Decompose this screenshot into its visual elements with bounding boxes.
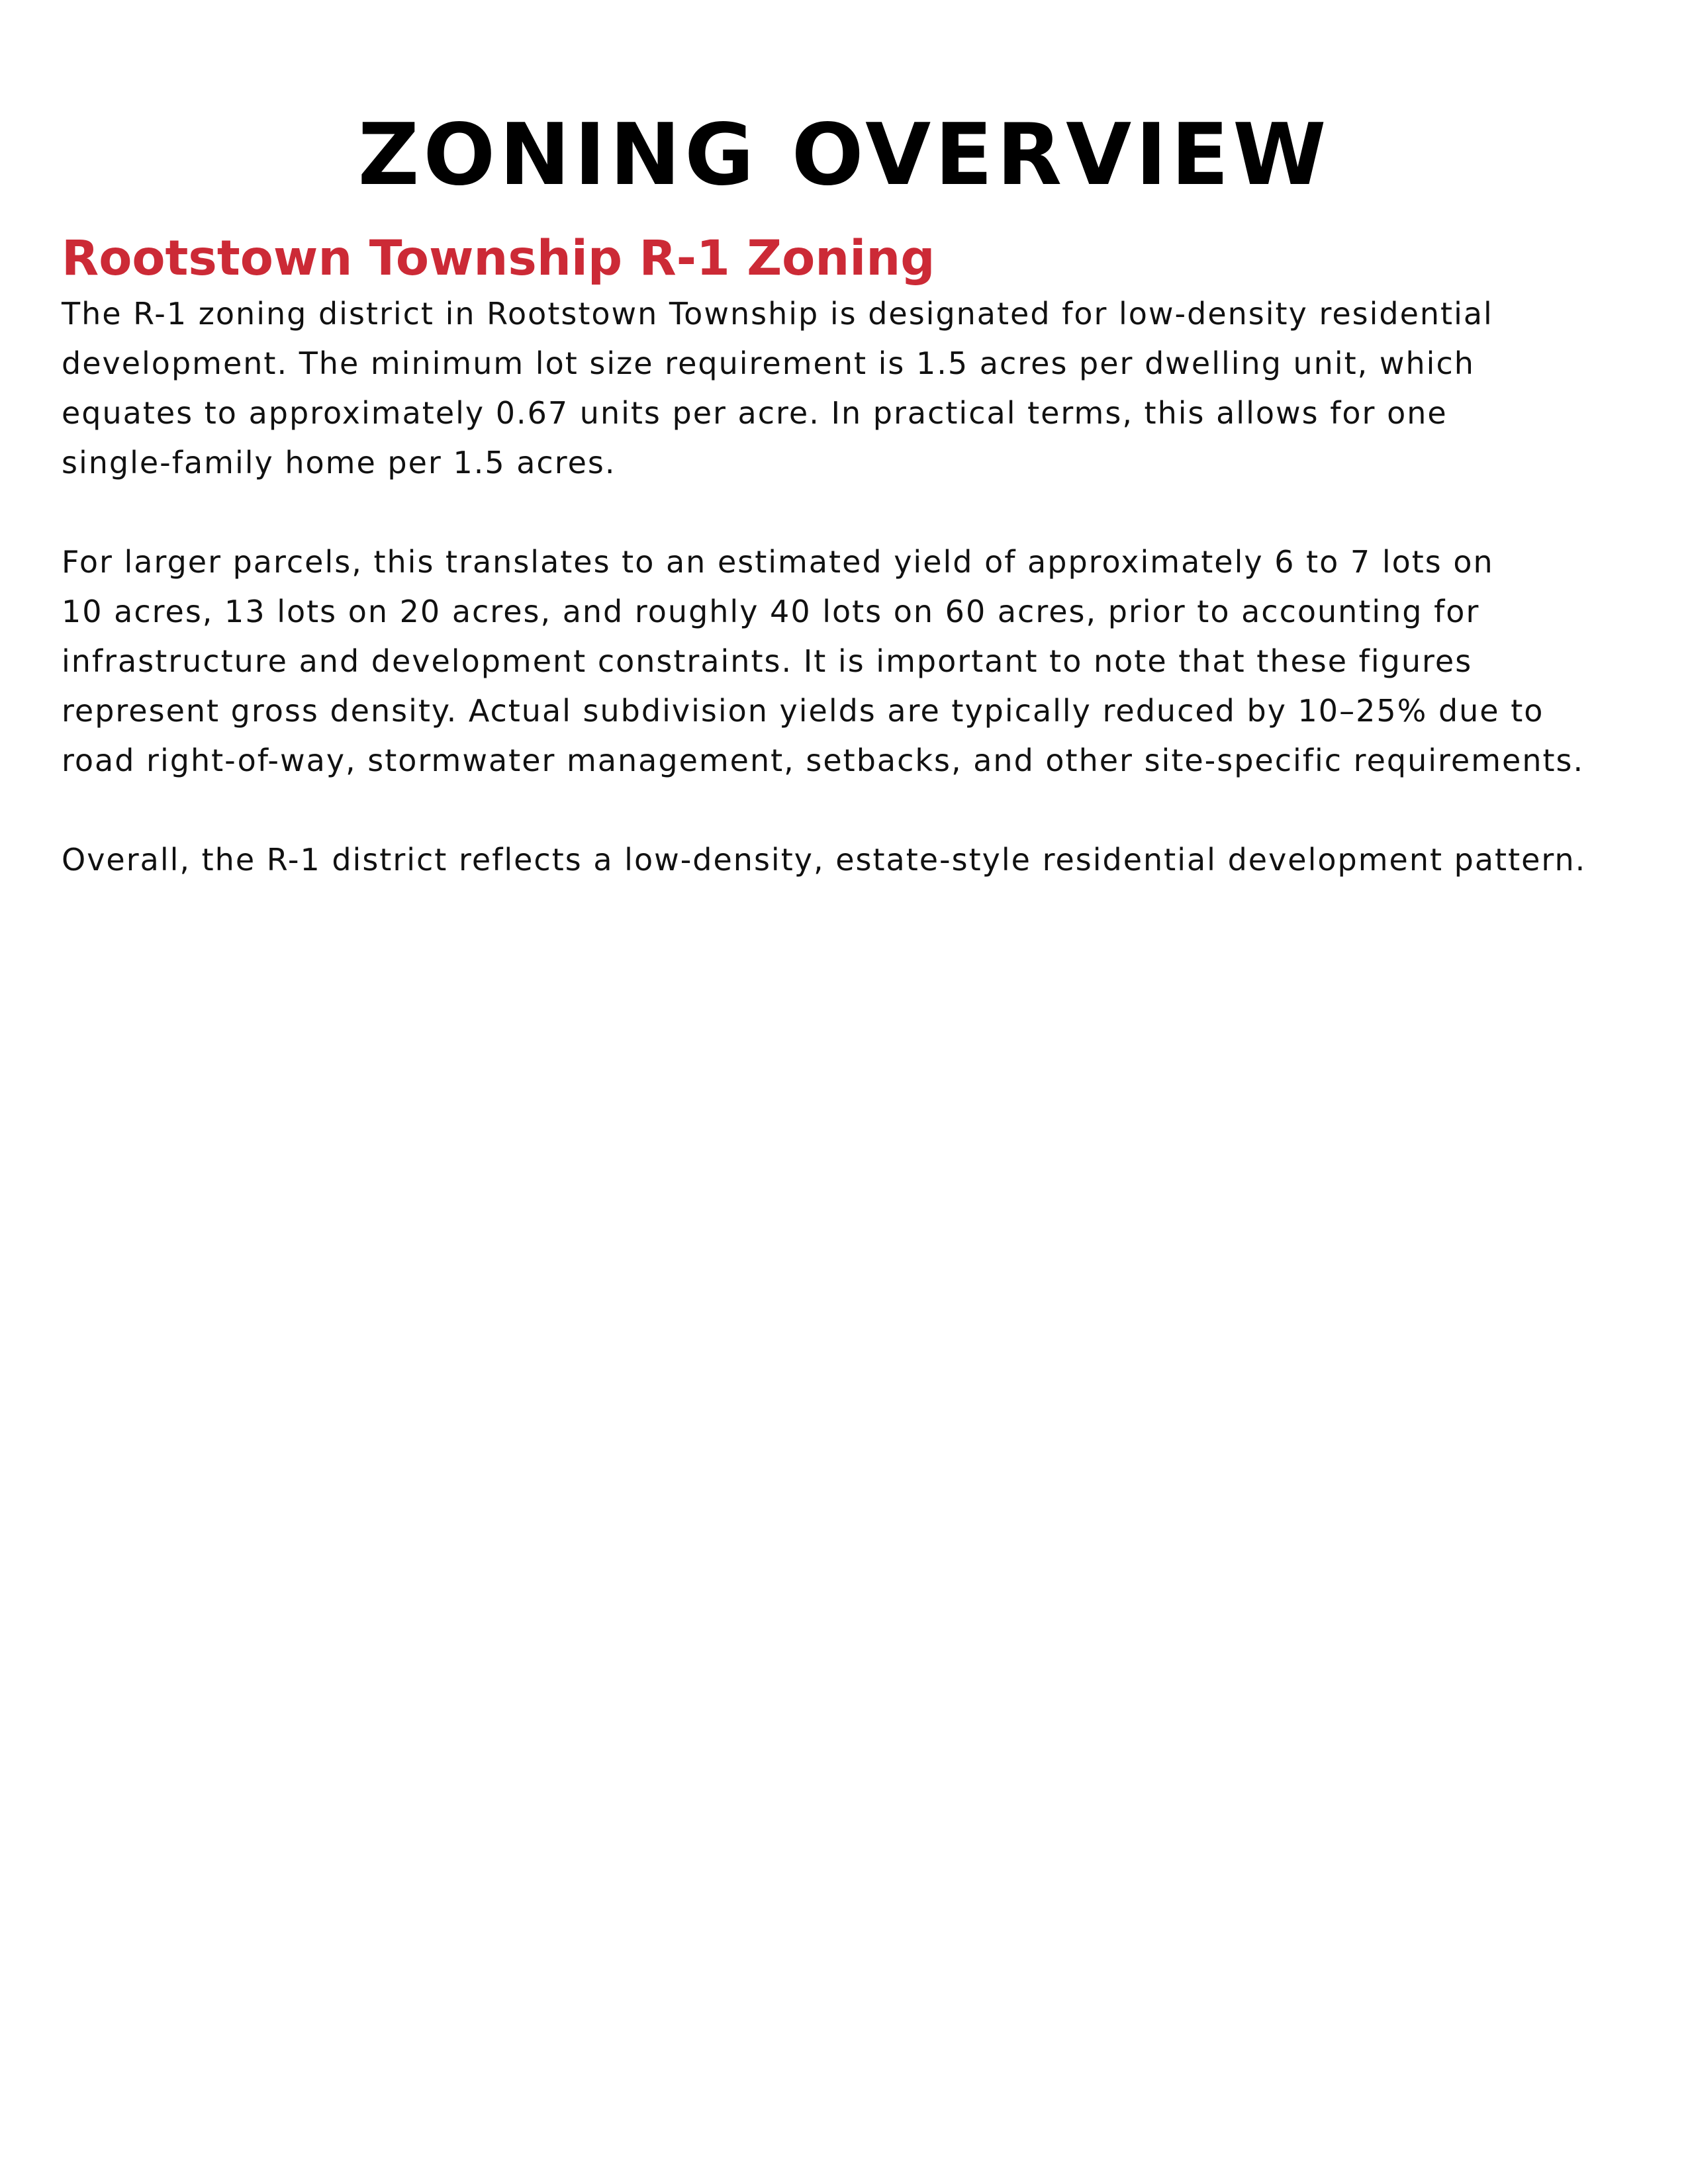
zoning-section	[62, 228, 1637, 885]
paragraph-spacer	[62, 488, 1637, 537]
paragraph-summary	[62, 835, 1637, 885]
text-line: represent gross density. Actual subdivision yields are typically reduced by 10–25% due to	[62, 693, 1544, 729]
text-line: infrastructure and development constraints. It is important to note that these figures	[62, 643, 1473, 679]
paragraph-spacer	[62, 786, 1637, 835]
paragraph-density	[62, 289, 1637, 488]
text-line: For larger parcels, this translates to an estimated yield of approximately 6 to 7 lots on	[62, 544, 1494, 580]
section-heading: Rootstown Township R-1 Zoning	[62, 230, 935, 287]
text-line: single-family home per 1.5 acres.	[62, 445, 616, 480]
page-title: ZONING OVERVIEW	[357, 106, 1331, 205]
text-line: The R-1 zoning district in Rootstown Township is designated for low-density residential	[62, 296, 1493, 332]
text-line: road right-of-way, stormwater management, setbacks, and other site-specific requirements.	[62, 743, 1585, 778]
text-line: Overall, the R-1 district reflects a low-density, estate-style residential development pattern.	[62, 842, 1587, 878]
paragraph-yield	[62, 537, 1637, 786]
text-line: equates to approximately 0.67 units per acre. In practical terms, this allows for one	[62, 395, 1448, 431]
text-line: development. The minimum lot size requirement is 1.5 acres per dwelling unit, which	[62, 345, 1475, 381]
text-line: 10 acres, 13 lots on 20 acres, and roughly 40 lots on 60 acres, prior to accounting for	[62, 594, 1480, 629]
